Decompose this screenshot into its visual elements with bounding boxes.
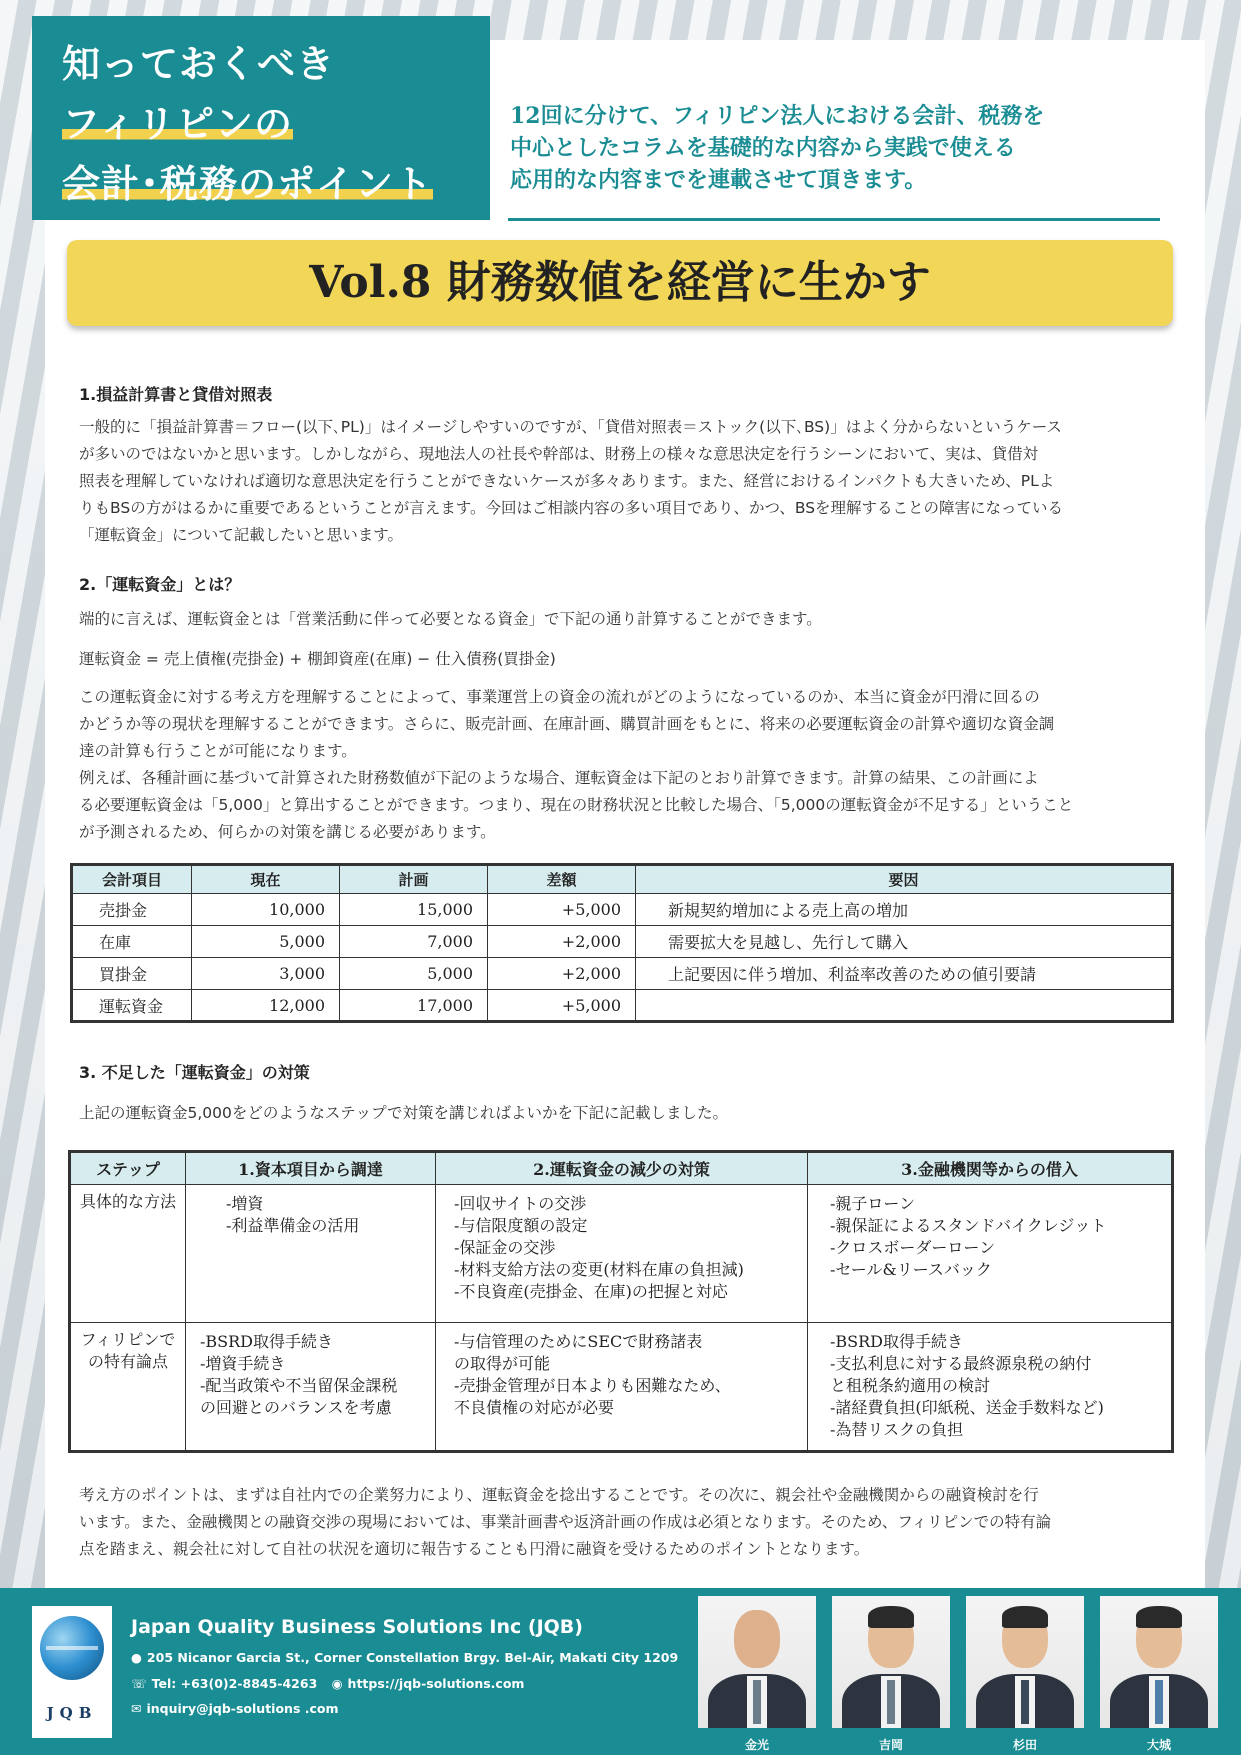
text-line: 点を踏まえ、親会社に対して自社の状況を適切に報告することも円滑に融資を受けるためのポイントとなります。: [79, 1540, 870, 1558]
cell-line: フィリピンで: [80, 1330, 176, 1349]
table-cell: [186, 1323, 436, 1452]
header-cell: 計画: [340, 865, 488, 894]
cell-line: -配当政策や不当留保金課税: [200, 1376, 398, 1395]
table-row: [70, 1323, 1173, 1452]
table-cell: 5,000: [340, 958, 488, 990]
table-cell: 17,000: [340, 990, 488, 1022]
conclusion-text: [79, 1482, 1179, 1563]
table-cell: 新規契約増加による売上高の増加: [636, 894, 1173, 926]
table-cell: 需要拡大を見越し、先行して購入: [636, 926, 1173, 958]
cell-line: -為替リスクの負担: [830, 1420, 964, 1439]
cell-line: -不良資産(売掛金、在庫)の把握と対応: [454, 1282, 728, 1301]
text-line: る必要運転資金は「5,000」と算出することができます。つまり、現在の財務状況と比較した場合、「5,000の運転資金が不足する」ということ: [79, 796, 1074, 814]
company-address: [131, 1650, 678, 1665]
countermeasure-table: [68, 1150, 1174, 1453]
company-logo: [32, 1606, 112, 1738]
section-1-text: [79, 414, 1169, 549]
table-cell: [436, 1323, 808, 1452]
logo-text: JQB: [46, 1704, 98, 1722]
header-cell: 3.金融機関等からの借入: [808, 1152, 1173, 1185]
intro-line: 12回に分けて、フィリピン法人における会計、税務を: [510, 103, 1045, 129]
text-line: 「運転資金」について記載したいと思います。: [79, 526, 403, 544]
cell-line: -回収サイトの交渉: [454, 1194, 587, 1213]
cell-line: の特有論点: [87, 1352, 168, 1371]
table-cell: +2,000: [488, 958, 636, 990]
table-row: [72, 926, 1173, 958]
text-line: りもBSの方がはるかに重要であるということが言えます。今回はご相談内容の多い項目であり、かつ、BSを理解することの障害になっている: [79, 499, 1064, 517]
section-2-text: [79, 684, 1169, 846]
header-cell: 1.資本項目から調達: [186, 1152, 436, 1185]
series-title-line-1: 知っておくべき: [62, 41, 336, 86]
phone-icon: ☏: [131, 1676, 147, 1691]
mail-icon: ✉: [131, 1701, 142, 1716]
cell-line: -BSRD取得手続き: [830, 1332, 964, 1351]
cell-line: -利益準備金の活用: [226, 1216, 360, 1235]
table-cell: [436, 1185, 808, 1323]
cell-line: -増資: [226, 1194, 264, 1213]
staff-name: 杉田: [1012, 1738, 1037, 1752]
globe-icon: ◉: [331, 1676, 343, 1691]
globe-logo-icon: [40, 1616, 104, 1680]
table-cell: 5,000: [192, 926, 340, 958]
working-capital-formula: 運転資金 = 売上債権(売掛金) + 棚卸資産(在庫) − 仕入債務(買掛金): [79, 650, 556, 668]
table-cell: +5,000: [488, 990, 636, 1022]
cell-line: -親保証によるスタンドバイクレジット: [830, 1216, 1107, 1235]
text-line: 照表を理解していなければ適切な意思決定を行うことができないケースが多々あります。また、経営におけるインパクトも大きいため、PLよ: [79, 472, 1055, 490]
staff-photo: [698, 1596, 816, 1728]
table-row: [72, 894, 1173, 926]
text-line: 達の計算も行うことが可能になります。: [79, 742, 357, 760]
company-contact: [131, 1676, 524, 1691]
staff-name: 大城: [1146, 1738, 1171, 1752]
row-label: 具体的な方法: [70, 1185, 186, 1323]
table-cell: 運転資金: [72, 990, 192, 1022]
table-row: [72, 990, 1173, 1022]
address-text: 205 Nicanor Garcia St., Corner Constellation Brgy. Bel-Air, Makati City 1209: [146, 1650, 679, 1665]
header-cell: 差額: [488, 865, 636, 894]
table-cell: +2,000: [488, 926, 636, 958]
table-cell: 在庫: [72, 926, 192, 958]
text-line: 例えば、各種計画に基づいて計算された財務数値が下記のような場合、運転資金は下記のとおり計算できます。計算の結果、この計画によ: [79, 769, 1039, 787]
cell-line: と租税条約適用の検討: [830, 1376, 991, 1395]
cell-line: -与信管理のためにSECで財務諸表: [454, 1332, 703, 1351]
text-line: います。また、金融機関との融資交渉の現場においては、事業計画書や返済計画の作成は必須となります。そのため、フィリピンでの特有論: [79, 1513, 1052, 1531]
table-cell: [186, 1185, 436, 1323]
table-row: [70, 1185, 1173, 1323]
series-title-line-2: フィリピンの: [62, 101, 293, 146]
table-cell: [636, 990, 1173, 1022]
email-link[interactable]: inquiry@jqb-solutions .com: [146, 1701, 339, 1716]
section-2-intro: 端的に言えば、運転資金とは「営業活動に伴って必要となる資金」で下記の通り計算することができます。: [79, 610, 822, 628]
intro-line: 応用的な内容までを連載させて頂きます。: [510, 167, 927, 193]
table-cell: 15,000: [340, 894, 488, 926]
table-cell: 上記要因に伴う増加、利益率改善のための値引要請: [636, 958, 1173, 990]
text-line: が多いのではないかと思います。しかしながら、現地法人の社長や幹部は、財務上の様々な意思決定を行うシーンにおいて、実は、貸借対: [79, 445, 1039, 463]
section-3-intro: 上記の運転資金5,000をどのようなステップで対策を講じればよいかを下記に記載しました。: [79, 1104, 729, 1122]
cell-line: -セール&リースバック: [830, 1260, 992, 1279]
volume-banner: Vol.8 財務数値を経営に生かす: [67, 240, 1173, 326]
table-row: [72, 958, 1173, 990]
series-title-box: [32, 16, 490, 220]
location-pin-icon: ●: [131, 1650, 142, 1665]
cell-line: -クロスボーダーローン: [830, 1238, 996, 1257]
staff-photo: [832, 1596, 950, 1728]
header-cell: 2.運転資金の減少の対策: [436, 1152, 808, 1185]
table-cell: +5,000: [488, 894, 636, 926]
section-1-heading: 1.損益計算書と貸借対照表: [79, 385, 273, 404]
section-2-heading: 2.「運転資金」とは？: [79, 575, 241, 594]
row-label: [70, 1323, 186, 1452]
cell-line: -増資手続き: [200, 1354, 286, 1373]
series-title-line-3: 会計･税務のポイント: [62, 161, 434, 206]
working-capital-table: [70, 863, 1174, 1023]
table-cell: 買掛金: [72, 958, 192, 990]
staff-photo: [1100, 1596, 1218, 1728]
staff-name: 吉岡: [878, 1738, 903, 1752]
table-cell: 10,000: [192, 894, 340, 926]
table-header-row: [72, 865, 1173, 894]
cell-line: -保証金の交渉: [454, 1238, 556, 1257]
cell-line: -親子ローン: [830, 1194, 916, 1213]
text-line: 考え方のポイントは、まずは自社内での企業努力により、運転資金を捻出することです。その次に、親会社や金融機関からの融資検討を行: [79, 1486, 1039, 1504]
series-intro: [510, 100, 1150, 196]
table-cell: 売掛金: [72, 894, 192, 926]
text-line: 一般的に「損益計算書＝フロー(以下､PL)」はイメージしやすいのですが、「貸借対照表＝ストック(以下､BS)」はよく分からないというケース: [79, 418, 1062, 436]
cell-line: -売掛金管理が日本よりも困難なため、: [454, 1376, 731, 1395]
cell-line: -材料支給方法の変更(材料在庫の負担減): [454, 1260, 744, 1279]
header-cell: 現在: [192, 865, 340, 894]
staff-name: 金光: [744, 1738, 769, 1752]
company-email: [131, 1701, 339, 1716]
footer: [0, 1588, 1241, 1755]
website-link[interactable]: https://jqb-solutions.com: [347, 1676, 525, 1691]
cell-line: -支払利息に対する最終源泉税の納付: [830, 1354, 1092, 1373]
cell-line: -諸経費負担(印紙税、送金手数料など): [830, 1398, 1104, 1417]
company-name: Japan Quality Business Solutions Inc (JQB): [131, 1616, 583, 1638]
intro-line: 中心としたコラムを基礎的な内容から実践で使える: [510, 135, 1016, 161]
table-cell: 7,000: [340, 926, 488, 958]
cell-line: の取得が可能: [454, 1354, 551, 1373]
table-cell: [808, 1323, 1173, 1452]
table-cell: 12,000: [192, 990, 340, 1022]
header-cell: 要因: [636, 865, 1173, 894]
header-cell: ステップ: [70, 1152, 186, 1185]
staff-photo: [966, 1596, 1084, 1728]
tel-text: Tel: +63(0)2-8845-4263: [151, 1676, 318, 1691]
table-cell: [808, 1185, 1173, 1323]
section-3-heading: 3. 不足した「運転資金」の対策: [79, 1063, 310, 1082]
cell-line: 不良債権の対応が必要: [454, 1398, 615, 1417]
cell-line: -BSRD取得手続き: [200, 1332, 334, 1351]
table-header-row: [70, 1152, 1173, 1185]
header-cell: 会計項目: [72, 865, 192, 894]
text-line: かどうか等の現状を理解することができます。さらに、販売計画、在庫計画、購買計画をもとに、将来の必要運転資金の計算や適切な資金調: [79, 715, 1055, 733]
cell-line: の回避とのバランスを考慮: [200, 1398, 392, 1417]
table-cell: 3,000: [192, 958, 340, 990]
cell-line: -与信限度額の設定: [454, 1216, 588, 1235]
text-line: が予測されるため、何らかの対策を講じる必要があります。: [79, 823, 496, 841]
intro-divider: [508, 218, 1160, 221]
text-line: この運転資金に対する考え方を理解することによって、事業運営上の資金の流れがどのようになっているのか、本当に資金が円滑に回るの: [79, 688, 1040, 706]
